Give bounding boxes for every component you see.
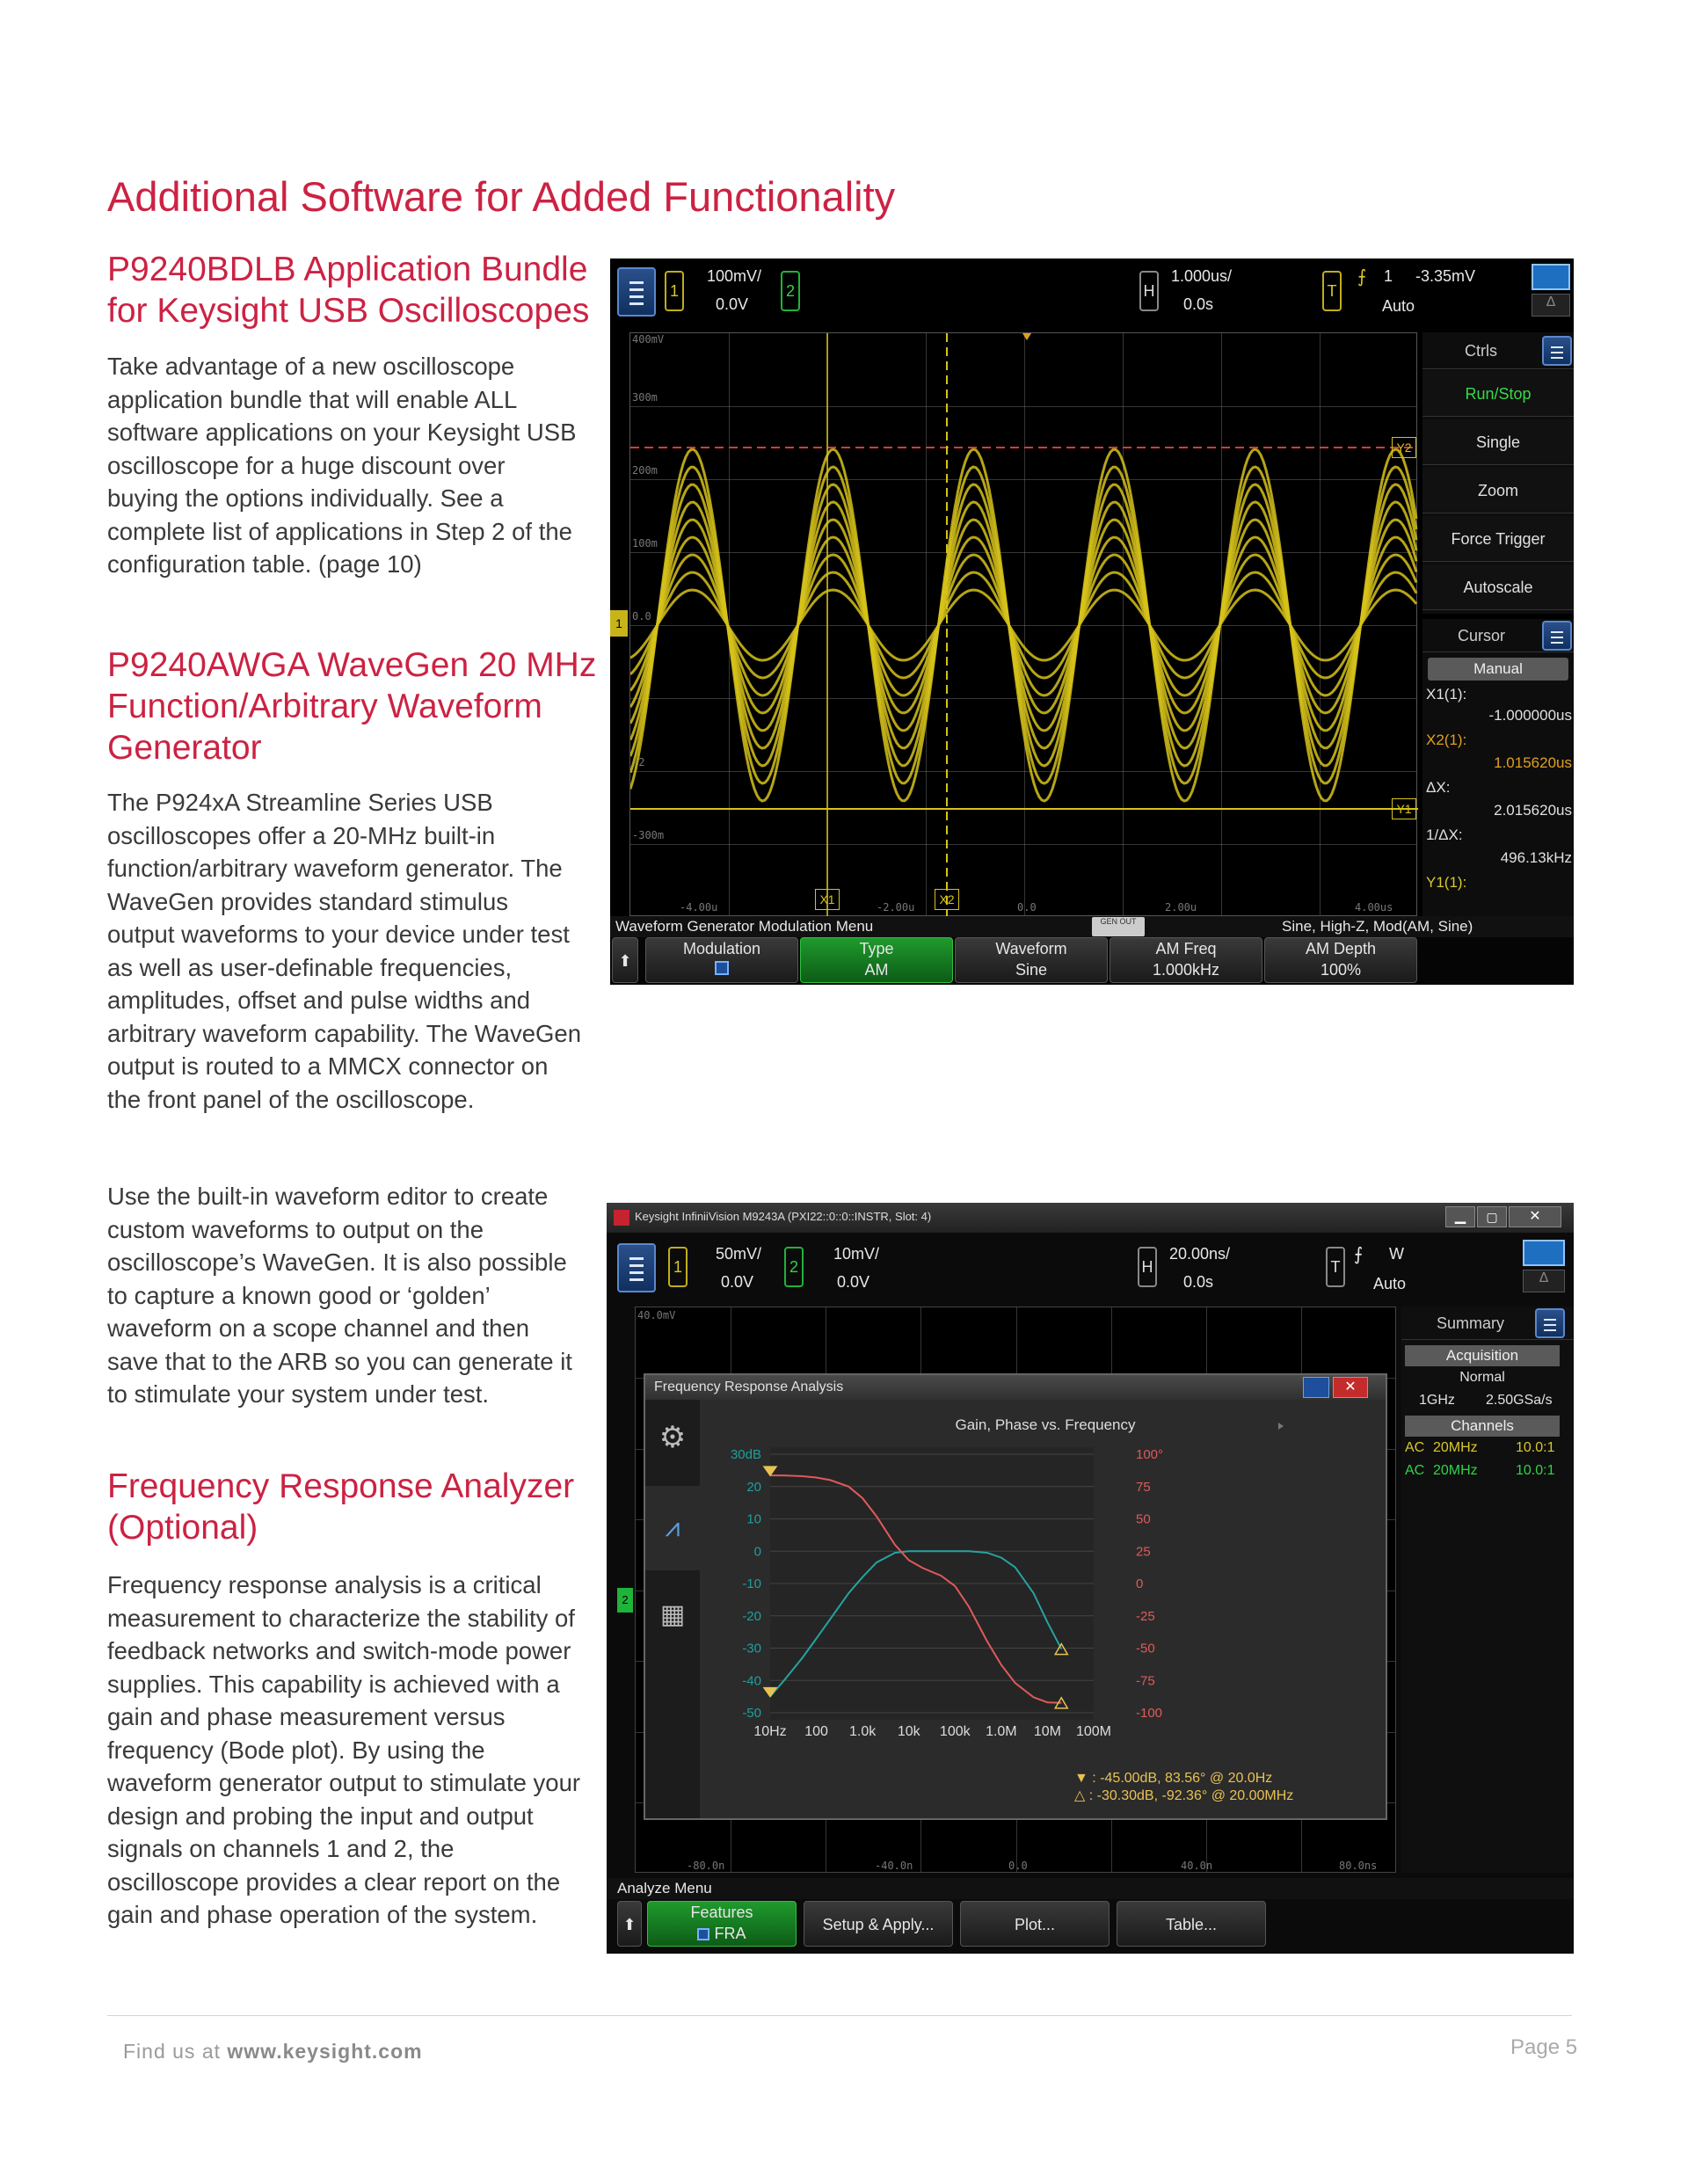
waveform-display[interactable] [629, 332, 1417, 916]
right-tick-label: -75 [1136, 1673, 1155, 1689]
cursor-panel [1422, 619, 1574, 916]
bode-plot [707, 1412, 1384, 1746]
cursor-row-label: ΔX: [1426, 779, 1451, 796]
softkey-row [610, 937, 1574, 985]
ch2-ground-marker[interactable]: 2 [617, 1588, 633, 1613]
maximize-button[interactable]: ▢ [1477, 1206, 1507, 1227]
cursor-y2-tag[interactable]: Y2 [1392, 437, 1416, 458]
x-tick-0: -80.0n [687, 1860, 725, 1872]
softkey-table[interactable]: Table... [1117, 1901, 1266, 1947]
y-tick-6: -300m [632, 829, 665, 841]
ch2-scale: 10mV/ [833, 1245, 880, 1263]
legend-value: -45.00dB, 83.56° @ 20.0Hz [1100, 1771, 1273, 1786]
right-tick-label: 75 [1136, 1479, 1151, 1495]
legend-row [1074, 1787, 1293, 1804]
ch1-ground-marker[interactable]: 1 [610, 610, 628, 637]
close-button[interactable]: ✕ [1509, 1206, 1561, 1227]
back-up-button[interactable]: ⬆ [617, 1901, 642, 1947]
footer-find-us [123, 2040, 423, 2064]
cursor-row-value: 496.13kHz [1500, 849, 1572, 866]
softkey-value: AM [864, 961, 889, 979]
softkey-am-depth[interactable] [1264, 937, 1417, 983]
screen-select-icon[interactable] [1523, 1240, 1565, 1266]
trigger-badge[interactable]: T [1322, 271, 1342, 311]
x-tick-label: 10k [897, 1724, 920, 1739]
cursor-x1-tag[interactable]: X1 [815, 889, 840, 910]
y-tick-0: 400mV [632, 333, 665, 346]
softkey-label: Waveform [995, 940, 1067, 957]
softkey-label: AM Depth [1305, 940, 1377, 957]
menu-title: Analyze Menu [617, 1880, 712, 1896]
ctrls-panel [1422, 332, 1574, 614]
section-title-wavegen: P9240AWGA WaveGen 20 MHz Function/Arbitrary Waveform Generator [107, 646, 597, 767]
fra-menu-icon[interactable] [1303, 1377, 1329, 1398]
left-tick-label: 20 [746, 1479, 761, 1495]
x-tick-label: 100 [804, 1724, 828, 1739]
y-tick-2: 200m [632, 464, 658, 477]
softkey-label: Type [859, 940, 894, 957]
trigger-source: W [1389, 1245, 1404, 1263]
footer-divider [107, 2015, 1572, 2016]
main-menu-button[interactable] [617, 267, 656, 317]
cursor-row-label: X2(1): [1426, 732, 1467, 748]
cursor-row-value: 1.015620us [1494, 754, 1572, 771]
cursor-title: Cursor [1422, 619, 1574, 652]
trigger-source: 1 [1384, 267, 1393, 285]
x-tick-label: 100k [939, 1724, 971, 1739]
legend-value: -30.30dB, -92.36° @ 20.00MHz [1096, 1788, 1294, 1803]
section-title-fra: Frequency Response Analyzer (Optional) [107, 1467, 575, 1547]
channel-bw: 20MHz [1433, 1463, 1478, 1478]
app-logo-icon [614, 1210, 629, 1226]
right-tick-label: 0 [1136, 1576, 1144, 1591]
channel-bw: 20MHz [1433, 1440, 1478, 1455]
fra-dialog-titlebar [645, 1375, 1386, 1400]
footer-url[interactable]: www.keysight.com [227, 2040, 423, 2063]
legend-row [1074, 1771, 1293, 1787]
ch2-offset: 0.0V [837, 1273, 870, 1291]
chart-title: Gain, Phase vs. Frequency [955, 1416, 1136, 1433]
menu-title-bar [610, 916, 1574, 937]
ch1-scale: 100mV/ [707, 267, 762, 285]
acquisition-rate: 2.50GSa/s [1486, 1393, 1553, 1408]
h-scale: 20.00ns/ [1169, 1245, 1231, 1263]
table-tab-icon[interactable]: ▦ [659, 1600, 686, 1629]
marker-hollow-icon: △ : [1074, 1788, 1094, 1803]
right-tick-label: 25 [1136, 1544, 1151, 1560]
cursor-row-label: 1/ΔX: [1426, 826, 1463, 843]
gen-out-indicator: GEN OUT [1092, 917, 1145, 936]
main-menu-button[interactable] [617, 1243, 656, 1292]
section-body-bundle: Take advantage of a new oscilloscope application bundle that will enable ALL software applications on your Keysight USB oscilloscope for a huge discount over buying the options individually. See a complete list of applications in Step 2 of the configuration table. (page 10) [107, 353, 577, 578]
fra-scope-screenshot [607, 1203, 1574, 1954]
acquisition-header: Acquisition [1405, 1345, 1560, 1366]
x-tick-0: -4.00u [680, 901, 718, 914]
y-tick-3: 100m [632, 537, 658, 550]
x-tick-label: 1.0M [986, 1724, 1017, 1739]
summary-title: Summary [1401, 1307, 1574, 1340]
channel-2-badge[interactable]: 2 [784, 1247, 804, 1287]
section-body-wavegen-2: Use the built-in waveform editor to create custom waveforms to output on the oscilloscope’s WaveGen. It is also possible to capture a known good or ‘golden’ waveform on a scope channel and then save that to the ARB so you can generate it to stimulate your system under test. [107, 1183, 572, 1408]
channel-1-badge[interactable]: 1 [665, 271, 684, 311]
channel-probe: 10.0:1 [1516, 1463, 1555, 1478]
am-waveform [630, 333, 1418, 917]
softkey-modulation[interactable] [645, 937, 798, 983]
checkbox-icon[interactable] [715, 961, 729, 975]
chart-expand-icon [1278, 1423, 1284, 1430]
ch1-offset: 0.0V [716, 295, 749, 313]
single-button[interactable]: Single [1422, 419, 1574, 465]
right-tick-label: -25 [1136, 1608, 1155, 1624]
left-tick-label: -30 [742, 1641, 761, 1656]
x-tick-3: 2.00u [1165, 901, 1197, 914]
h-scale: 1.000us/ [1171, 267, 1233, 285]
acquisition-mode: Normal [1459, 1370, 1505, 1385]
y-tick-5: -2 [632, 756, 645, 768]
summary-menu-icon[interactable] [1535, 1308, 1565, 1338]
x-tick-label: 10Hz [753, 1724, 787, 1739]
wavegen-scope-screenshot [610, 258, 1574, 985]
window-title-bar [607, 1203, 1574, 1233]
trigger-mode: Auto [1373, 1275, 1407, 1292]
x-tick-2: 0.0 [1017, 901, 1037, 914]
cursor-row-label: X1(1): [1426, 686, 1467, 703]
right-tick-label: -50 [1136, 1641, 1155, 1656]
horizontal-badge[interactable]: H [1138, 1247, 1157, 1287]
x-tick-1: -40.0n [875, 1860, 913, 1872]
run-stop-button[interactable]: Run/Stop [1422, 371, 1574, 417]
ch1-scale: 50mV/ [716, 1245, 762, 1263]
left-tick-label: -10 [742, 1576, 761, 1591]
softkey-plot[interactable]: Plot... [960, 1901, 1110, 1947]
screen-select-icon[interactable] [1532, 264, 1570, 290]
delta-icon[interactable]: ∆ [1523, 1270, 1565, 1292]
softkey-label: Modulation [682, 940, 761, 957]
trigger-badge[interactable]: T [1326, 1247, 1345, 1287]
left-tick-label: -20 [742, 1608, 761, 1624]
right-tick-label: 100° [1136, 1447, 1164, 1462]
acquisition-bandwidth: 1GHz [1419, 1393, 1455, 1408]
left-tick-label: 30dB [730, 1447, 761, 1462]
x-tick-2: 0.0 [1008, 1860, 1028, 1872]
cursor-menu-icon[interactable] [1542, 621, 1572, 651]
softkey-row [617, 1901, 1574, 1948]
ctrls-title: Ctrls [1422, 332, 1574, 369]
marker-filled-icon: ▼ : [1074, 1771, 1096, 1786]
bode-plot-tab-icon[interactable]: ⩘ [645, 1486, 700, 1570]
channel-coupling: AC [1405, 1440, 1425, 1455]
h-delay: 0.0s [1183, 295, 1214, 313]
section-body-fra: Frequency response analysis is a critical measurement to characterize the stability of feedback networks and switch-mode power supplies. This capability is achieved with a gain and phase measurement versus frequency (Bode plot). By using the waveform generator output to stimulate your design and probing the input and output signals on channels 1 and 2, the oscilloscope provides a clear report on the gain and phase operation of the system. [107, 1571, 581, 1928]
y-top-tick: 40.0mV [637, 1309, 676, 1321]
fra-dialog-title: Frequency Response Analysis [654, 1380, 844, 1394]
softkey-am-freq[interactable] [1110, 937, 1262, 983]
x-tick-3: 40.0n [1181, 1860, 1213, 1872]
x-tick-label: 100M [1075, 1724, 1112, 1739]
right-tick-label: 50 [1136, 1511, 1151, 1527]
left-tick-label: -50 [742, 1706, 761, 1721]
cursor-y1-tag[interactable]: Y1 [1392, 798, 1416, 819]
section-body-wavegen-1: The P924xA Streamline Series USB oscilloscopes offer a 20-MHz built-in function/arbitrary waveform generator. The WaveGen provides standard stimulus output waveforms to your device under test as well as user-definable frequencies, amplitudes, offset and pulse widths and arbitrary waveform capability. The WaveGen output is routed to a MMCX connector on the front panel of the oscilloscope. [107, 789, 582, 1113]
softkey-features[interactable] [647, 1901, 797, 1947]
softkey-value: FRA [714, 1925, 746, 1942]
window-title: Keysight InfiniiVision M9243A (PXI22::0::0::INSTR, Slot: 4) [635, 1210, 932, 1223]
softkey-label: AM Freq [1155, 940, 1217, 957]
fra-legend [1074, 1771, 1293, 1804]
channel-probe: 10.0:1 [1516, 1440, 1555, 1455]
ctrls-menu-icon[interactable] [1542, 336, 1572, 366]
page-title: Additional Software for Added Functionality [107, 173, 896, 220]
y-tick-1: 300m [632, 391, 658, 404]
checkbox-icon [697, 1928, 709, 1940]
summary-panel [1401, 1307, 1574, 1873]
x-tick-1: -2.00u [877, 901, 915, 914]
fra-tab-strip [645, 1400, 700, 1818]
softkey-type[interactable] [800, 937, 953, 983]
left-tick-label: 0 [753, 1544, 761, 1560]
trigger-level: -3.35mV [1415, 267, 1476, 285]
autoscale-button[interactable]: Autoscale [1422, 564, 1574, 610]
right-tick-label: -100 [1136, 1706, 1163, 1721]
back-up-button[interactable]: ⬆ [612, 937, 638, 983]
channel-2-badge[interactable]: 2 [781, 271, 800, 311]
channel-coupling: AC [1405, 1463, 1425, 1478]
cursor-row-value: -1.000000us [1488, 707, 1572, 724]
x-tick-4: 4.00us [1355, 901, 1393, 914]
zoom-button[interactable]: Zoom [1422, 468, 1574, 513]
softkey-label: Features [690, 1904, 753, 1921]
menu-title-bar [607, 1878, 1574, 1899]
left-tick-label: 10 [746, 1511, 761, 1527]
softkey-value: 1.000kHz [1152, 961, 1220, 979]
force-trigger-button[interactable]: Force Trigger [1422, 516, 1574, 562]
cursor-row-label: Y1(1): [1426, 874, 1467, 891]
softkey-setup-apply[interactable]: Setup & Apply... [804, 1901, 953, 1947]
horizontal-badge[interactable]: H [1139, 271, 1159, 311]
fra-close-button[interactable]: ✕ [1333, 1377, 1368, 1398]
x-tick-4: 80.0ns [1339, 1860, 1378, 1872]
section-title-bundle: P9240BDLB Application Bundle for Keysight USB Oscilloscopes [107, 251, 590, 330]
cursor-mode-button[interactable]: Manual [1428, 658, 1568, 681]
footer-prefix: Find us at [123, 2040, 228, 2063]
softkey-value: Sine [1015, 961, 1048, 979]
cursor-row-value: 2.015620us [1494, 802, 1572, 819]
menu-title: Waveform Generator Modulation Menu [615, 918, 874, 935]
settings-gear-icon[interactable]: ⚙ [658, 1421, 687, 1454]
ch1-offset: 0.0V [721, 1273, 754, 1291]
trigger-mode: Auto [1382, 297, 1415, 315]
status-text: Sine, High-Z, Mod(AM, Sine) [1282, 918, 1473, 935]
page-number: Page 5 [1510, 2035, 1578, 2059]
h-delay: 0.0s [1183, 1273, 1214, 1291]
x-tick-label: 1.0k [849, 1724, 877, 1739]
x-tick-label: 10M [1033, 1724, 1061, 1739]
left-tick-label: -40 [742, 1673, 761, 1689]
y-tick-4: 0.0 [632, 610, 651, 622]
cursor-x2-tag[interactable]: X2 [935, 889, 959, 910]
delta-icon[interactable]: ∆ [1532, 294, 1570, 317]
softkey-waveform[interactable] [955, 937, 1108, 983]
channels-header: Channels [1405, 1416, 1560, 1437]
trigger-slope-icon: ⨍ [1354, 1245, 1364, 1264]
channel-1-badge[interactable]: 1 [668, 1247, 688, 1287]
trigger-slope-icon: ⨍ [1357, 267, 1367, 287]
fra-dialog [644, 1373, 1387, 1820]
minimize-button[interactable]: ▁ [1445, 1206, 1475, 1227]
softkey-value: 100% [1320, 961, 1362, 979]
